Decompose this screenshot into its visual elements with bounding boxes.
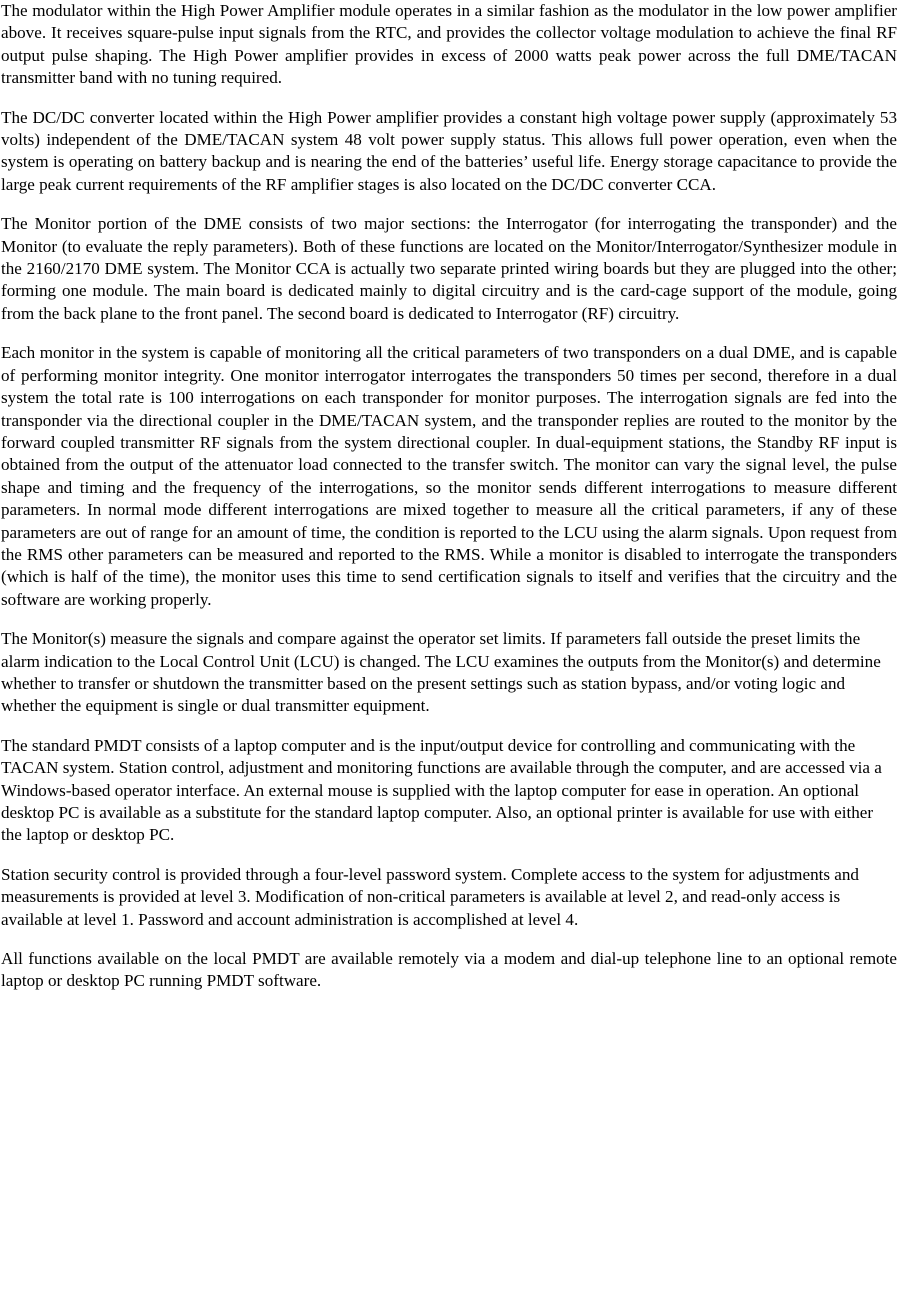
paragraph-remote-access: All functions available on the local PMDT are available remotely via a modem and dial-up telephone line to an optional remote laptop or desktop PC running PMDT software. — [1, 949, 897, 991]
paragraph-high-power-modulator: The modulator within the High Power Amplifier module operates in a similar fashion as the modulator in the low power amplifier above. It receives square-pulse input signals from the RTC, and provides the collector voltage modulation to achieve the final RF output pulse shaping. The High Power amplifier provides in excess of 2000 watts peak power across the full DME/TACAN transmitter band with no tuning required. — [1, 1, 897, 88]
paragraph-standard-pmdt: The standard PMDT consists of a laptop computer and is the input/output device for controlling and communicating with the TACAN system. Station control, adjustment and monitoring functions are available through the computer, and are accessed via a Windows-based operator interface. An external mouse is supplied with the laptop computer for ease in operation. An optional desktop PC is available as a substitute for the standard laptop computer. Also, an optional printer is available for use with either the laptop or desktop PC. — [1, 735, 882, 845]
paragraph-station-security: Station security control is provided through a four-level password system. Complete access to the system for adjustments and measurements is provided at level 3. Modification of non-critical parameters is available at level 2, and read-only access is available at level 1. Password and account administration is accomplished at level 4. — [1, 864, 859, 929]
paragraph-monitor-capabilities: Each monitor in the system is capable of monitoring all the critical parameters of two transponders on a dual DME, and is capable of performing monitor integrity. One monitor interrogator interrogates the transponders 50 times per second, therefore in a dual system the total rate is 100 interrogations on each transponder for monitor purposes. The interrogation signals are fed into the transponder via the directional coupler in the DME/TACAN system, and the transponder replies are routed to the monitor by the forward coupled transmitter RF signals from the system directional coupler. In dual-equipment stations, the Standby RF input is obtained from the output of the attenuator load connected to the transfer switch. The monitor can vary the signal level, the pulse shape and timing and the frequency of the interrogations, so the monitor sends different interrogations to measure different parameters. In normal mode different interrogations are mixed together to measure all the critical parameters, if any of these parameters are out of range for an amount of time, the condition is reported to the LCU using the alarm signals. Upon request from the RMS other parameters can be measured and reported to the RMS. While a monitor is disabled to interrogate the transponders (which is half of the time), the monitor uses this time to send certification signals to itself and verifies that the circuitry and the software are working properly. — [1, 343, 897, 609]
paragraph-monitor-portion: The Monitor portion of the DME consists of two major sections: the Interrogator (for interrogating the transponder) and the Monitor (to evaluate the reply parameters). Both of these functions are located on the Monitor/Interrogator/Synthesizer module in the 2160/2170 DME system. The Monitor CCA is actually two separate printed wiring boards but they are plugged into the other; forming one module. The main board is dedicated mainly to digital circuitry and is the card-cage support of the module, going from the back plane to the front panel. The second board is dedicated to Interrogator (RF) circuitry. — [1, 214, 897, 323]
paragraph-monitor-limits: The Monitor(s) measure the signals and compare against the operator set limits. If parameters fall outside the preset limits the alarm indication to the Local Control Unit (LCU) is changed. The LCU examines the outputs from the Monitor(s) and determine whether to transfer or shutdown the transmitter based on the present settings such as station bypass, and/or voting logic and whether the equipment is single or dual transmitter equipment. — [1, 629, 881, 716]
document-page — [1, 0, 897, 1010]
paragraph-dc-dc-converter: The DC/DC converter located within the High Power amplifier provides a constant high voltage power supply (approximately 53 volts) independent of the DME/TACAN system 48 volt power supply status. This allows full power operation, even when the system is operating on battery backup and is nearing the end of the batteries’ useful life. Energy storage capacitance to provide the large peak current requirements of the RF amplifier stages is also located on the DC/DC converter CCA. — [1, 107, 897, 194]
